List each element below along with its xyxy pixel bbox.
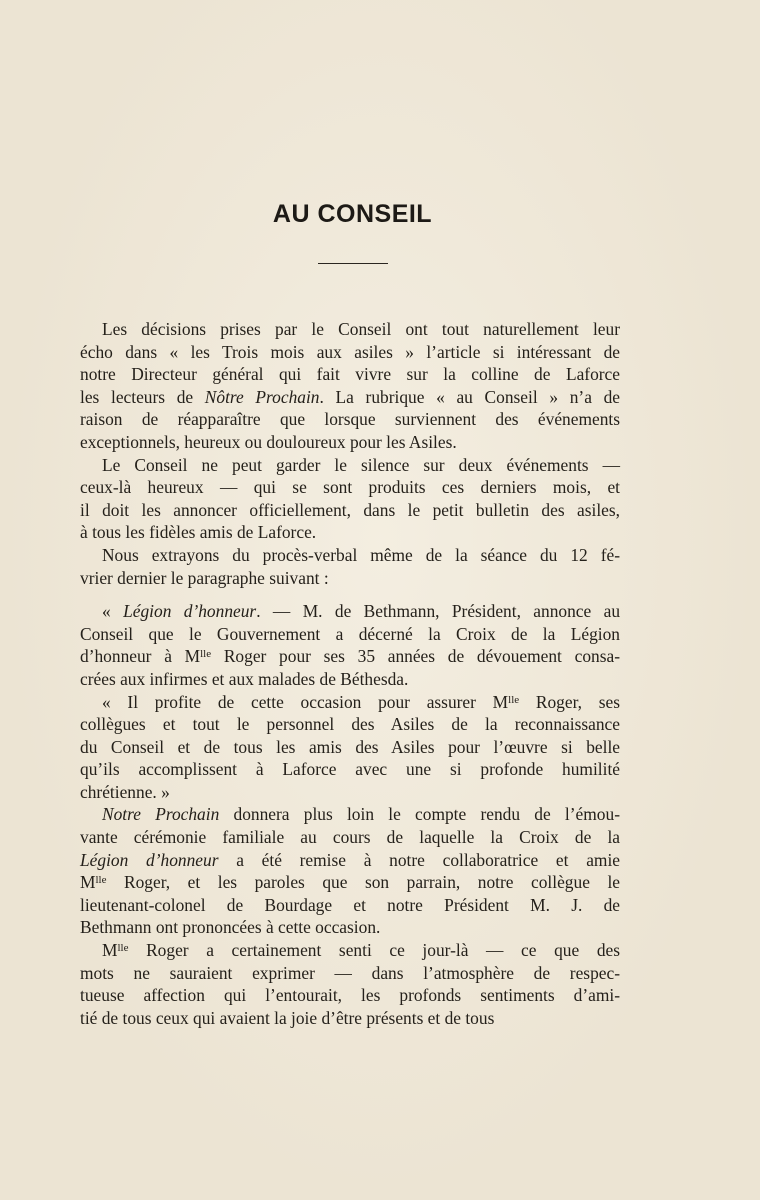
- text-line: « Légion d’honneur. — M. de Bethmann, Président, annonce au: [102, 601, 621, 622]
- text-line: écho dans « les Trois mois aux asiles » l’article si intéressant de: [80, 341, 620, 362]
- text-line: à tous les fidèles amis de Laforce.: [80, 522, 317, 543]
- text-line: Légion d’honneur a été remise à notre collaboratrice et amie: [80, 849, 620, 870]
- text-line: vante cérémonie familiale au cours de laquelle la Croix de la: [80, 827, 620, 848]
- text-line: raison de réapparaître que lorsque surviennent des événements: [80, 409, 620, 430]
- text-line: tié de tous ceux qui avaient la joie d’être présents et de tous: [80, 1007, 495, 1028]
- page-title: AU CONSEIL: [272, 200, 433, 228]
- text-line: Le Conseil ne peut garder le silence sur deux événements —: [102, 454, 620, 475]
- text-line: les lecteurs de Nôtre Prochain. La rubrique « au Conseil » n’a de: [80, 386, 620, 407]
- text-line: Les décisions prises par le Conseil ont tout naturellement leur: [102, 319, 620, 339]
- text-line: $M^{lle}$ Roger a certainement senti ce jour-là — ce que des: [102, 940, 620, 961]
- text-line: Nous extrayons du procès-verbal même de la séance du 12 fé-: [102, 544, 620, 565]
- text-line: collègues et tout le personnel des Asiles de la reconnaissance: [80, 714, 620, 735]
- text-line: Notre Prochain donnera plus loin le compte rendu de l’émou-: [102, 804, 620, 825]
- text-line: ceux-là heureux — qui se sont produits ces derniers mois, et: [80, 477, 620, 498]
- text-line: d’honneur à $M^{lle}$ Roger pour ses 35 années de dévouement consa-: [80, 646, 620, 667]
- text-line: tueuse affection qui l’entourait, les profonds sentiments d’ami-: [80, 985, 620, 1006]
- text-line: mots ne sauraient exprimer — dans l’atmosphère de respec-: [80, 962, 620, 983]
- paragraph: [80, 939, 620, 1029]
- paragraph: [80, 544, 620, 589]
- text-line: il doit les annoncer officiellement, dans le petit bulletin des asiles,: [80, 499, 620, 520]
- text-line: lieutenant-colonel de Bourdage et notre Président M. J. de: [80, 894, 620, 915]
- paragraph: [80, 318, 620, 454]
- text-line: du Conseil et de tous les amis des Asiles pour l’œuvre si belle: [80, 736, 620, 757]
- text-line: $M^{lle}$ Roger, et les paroles que son parrain, notre collègue le: [80, 872, 620, 893]
- text-line: Conseil que le Gouvernement a décerné la Croix de la Légion: [80, 623, 620, 644]
- text-line: chrétienne. »: [80, 781, 170, 802]
- paragraph: [80, 600, 620, 690]
- text-line: crées aux infirmes et aux malades de Béthesda.: [80, 668, 409, 689]
- article-body: [80, 318, 620, 1029]
- paragraph: [80, 803, 620, 939]
- text-line: vrier dernier le paragraphe suivant :: [80, 567, 329, 588]
- paragraph: [80, 691, 620, 804]
- paragraph: [80, 454, 620, 544]
- text-line: exceptionnels, heureux ou douloureux pour les Asiles.: [80, 431, 457, 452]
- text-line: « Il profite de cette occasion pour assurer $M^{lle}$ Roger, ses: [102, 691, 620, 712]
- text-line: notre Directeur général qui fait vivre sur la colline de Laforce: [80, 364, 620, 385]
- text-line: Bethmann ont prononcées à cette occasion.: [80, 917, 381, 938]
- title-divider: [318, 263, 388, 264]
- text-line: qu’ils accomplissent à Laforce avec une si profonde humilité: [80, 759, 620, 780]
